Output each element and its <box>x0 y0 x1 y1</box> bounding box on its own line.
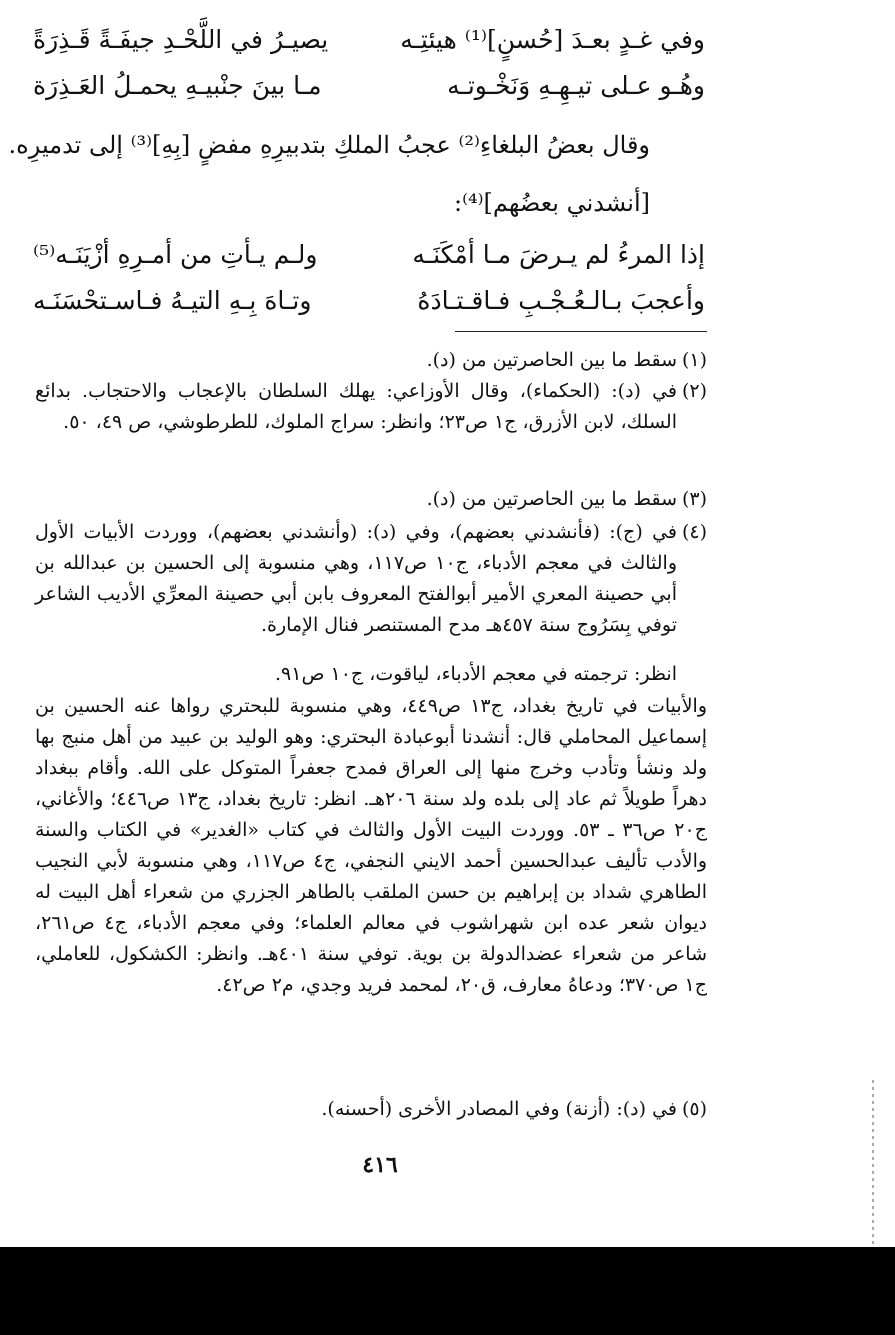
footnote-text: في (ج): (فأنشدني بعضهم)، وفي (د): (وأنشدني بعضهم)، ووردت الأبيات الأول والثالث في معجم الأدباء، ج١٠ ص١١٧، وهي منسوبة إلى الحسين بن عبدالله بن أبي حصينة المعري الأمير أبوالفتح المعروف بابن أبي حصينة المعرِّي الأديب الشاعر توفي بِسَرُوج سنة ٤٥٧هـ مدح المستنصر فنال الإمارة. <box>35 521 678 636</box>
footnote-number: (٢) <box>681 380 707 402</box>
verse-second-hemistich: مـا بينَ جنْبيـهِ يحمـلُ العَـذِرَة <box>33 71 322 100</box>
footnote-text: في (د): (الحكماء)، وقال الأوزاعي: يهلك السلطان بالإعجاب والاحتجاب. بدائع السلك، لابن الأزرق، ج١ ص٢٣؛ وانظر: سراج الملوك، للطرطوشي، ص ٤٩، ٥٠. <box>35 380 677 433</box>
verse-line <box>33 235 705 275</box>
verse-second-hemistich: يصيـرُ في اللَّحْـدِ جيفَـةً قَـذِرَةً <box>33 25 329 54</box>
footnote-text: في (د): (أزنة) وفي المصادر الأخرى (أحسنه). <box>321 1098 677 1120</box>
scan-bottom-border <box>0 1247 895 1335</box>
footnote <box>35 517 707 641</box>
verse-line <box>33 281 705 321</box>
scan-edge-artifact <box>872 1080 874 1250</box>
verse-line <box>33 66 705 106</box>
footnote-number: (٥) <box>681 1098 707 1120</box>
verse-second-hemistich: ولـم يـأتِ من أمـرِهِ أزْيَنَـه⁽⁵⁾ <box>33 240 318 269</box>
verse-first-hemistich: وأعجبَ بـالـعُـجْـبِ فـاقـتـادَهُ <box>417 286 705 315</box>
footnote <box>35 1094 707 1125</box>
poem-intro: [أنشدني بعضُهم]⁽⁴⁾: <box>453 189 650 217</box>
verse-first-hemistich: وفي غـدٍ بعـدَ [حُسنٍ]⁽¹⁾ هيئتِـه <box>400 25 705 54</box>
verse-first-hemistich: إذا المرءُ لم يـرضَ مـا أمْكَنَـه <box>412 240 705 269</box>
footnote-text: سقط ما بين الحاصرتين من (د). <box>426 349 677 371</box>
saying-paragraph: وقال بعضُ البلغاءِ⁽²⁾ عجبُ الملكِ بتدبيرِهِ مفضٍ [بِهِ]⁽³⁾ إلى تدميرِه. <box>8 131 650 159</box>
page-number: ٤١٦ <box>362 1152 398 1178</box>
footnote-text: سقط ما بين الحاصرتين من (د). <box>426 488 677 510</box>
footnote-text: والأبيات في تاريخ بغداد، ج١٣ ص٤٤٩، وهي منسوبة للبحتري رواها عنه الحسين بن إسماعيل المحاملي قال: أنشدنا أبوعبادة البحتري: وهو الوليد بن عبيد من أهل منبج بها ولد ونشأ وتأدب وخرج منها إلى العراق فمدح جعفراً المتوكل على الله. وأقام ببغداد دهراً طويلاً ثم عاد إلى بلده ولد سنة ٢٠٦هـ. انظر: تاريخ بغداد، ج١٣ ص٤٤٦؛ والأغاني، ج٢٠ ص٣٦ ـ ٥٣. ووردت البيت الأول والثالث في كتاب «الغدير» في الكتاب والسنة والأدب تأليف عبدالحسين أحمد الايني النجفي، ج٤ ص١١٧، وهي منسوبة لأبي النجيب الطاهري شداد بن إبراهيم بن حسن الملقب بالطاهر الجزري من شعراء أهل البيت له ديوان شعر عده ابن شهراشوب في معالم العلماء؛ وفي معجم الأدباء، ج٤ ص٢٦١، شاعر من شعراء عضدالدولة بن بوية. توفي سنة ٤٠١هـ. وانظر: الكشكول، للعاملي، ج١ ص٣٧٠؛ ودعاهُ معارف، ق٢٠، لمحمد فريد وجدي، م٢ ص٤٢. <box>35 695 708 996</box>
footnote-number: (١) <box>681 349 707 371</box>
footnote-number: (٣) <box>681 488 707 510</box>
footnote <box>35 345 707 376</box>
verse-line <box>33 20 705 60</box>
footnote-separator <box>455 331 707 332</box>
footnote-number: (٤) <box>681 521 707 543</box>
footnote-continuation <box>35 691 707 1001</box>
footnote <box>35 376 707 438</box>
footnote-continuation <box>35 659 707 690</box>
footnote-text: انظر: ترجمته في معجم الأدباء، لياقوت، ج١٠ ص٩١. <box>275 663 677 685</box>
verse-first-hemistich: وهُـو عـلى تيـهِـهِ وَنَخْـوتـه <box>447 71 705 100</box>
verse-second-hemistich: وتـاهَ بِـهِ التيـهُ فـاسـتحْسَنَـه <box>33 286 312 315</box>
footnote <box>35 484 707 515</box>
